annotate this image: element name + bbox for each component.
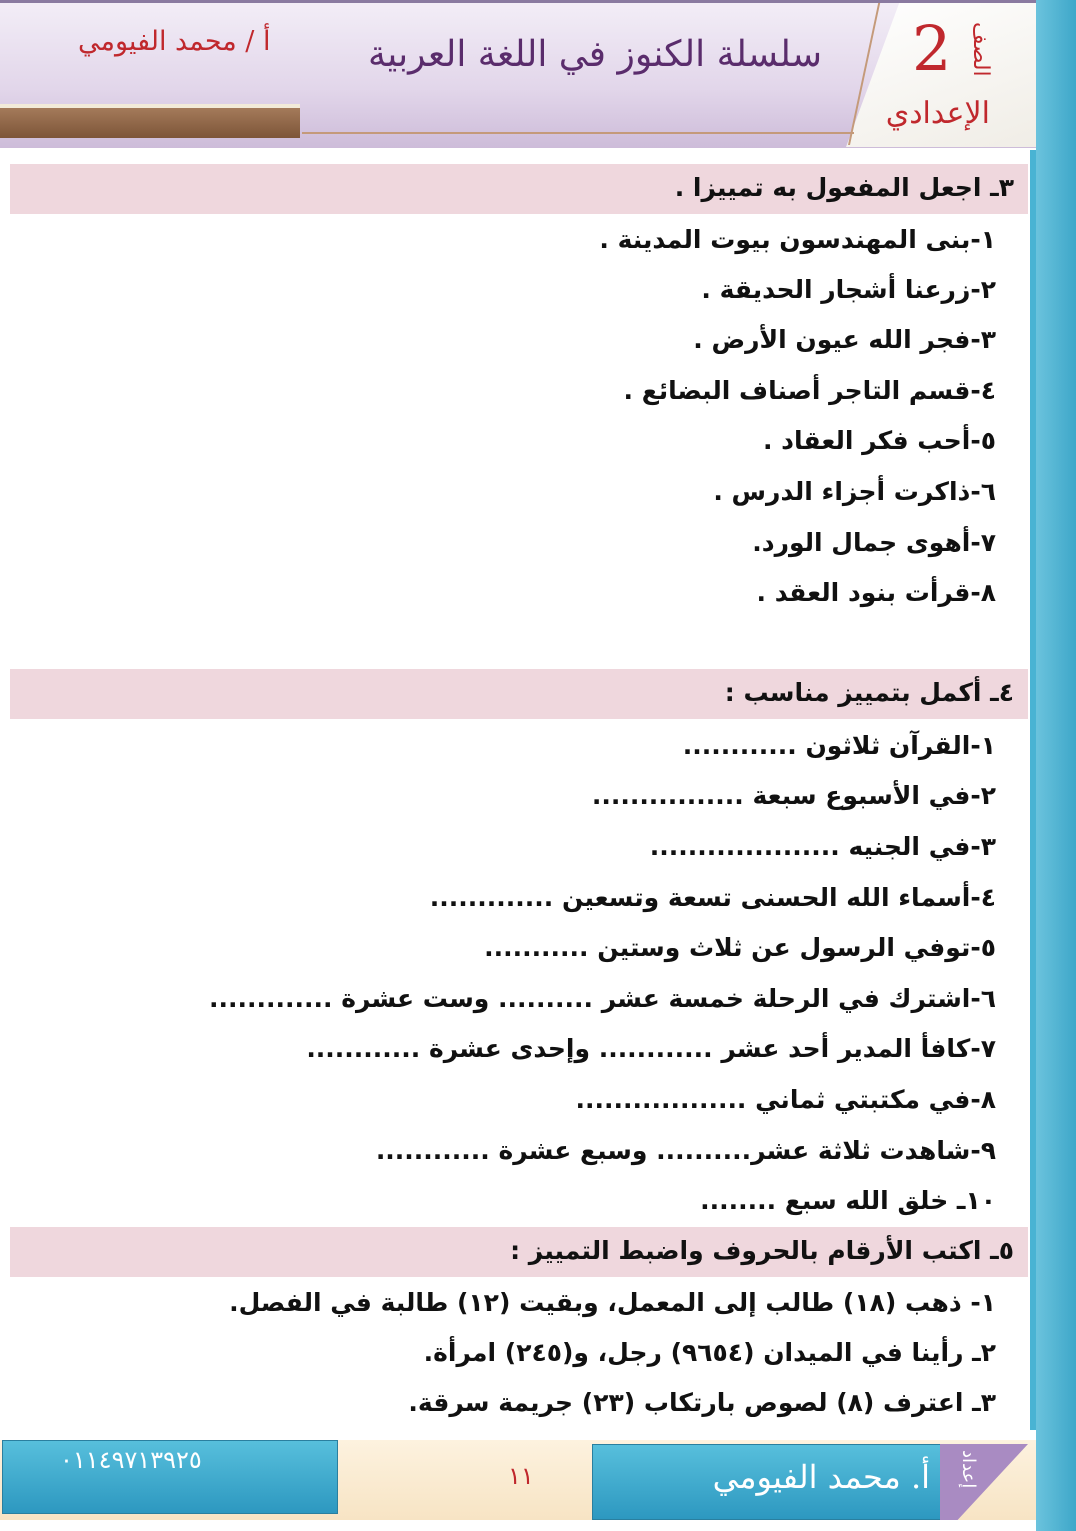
section-3-item: ٧-أهوى جمال الورد. (752, 528, 996, 557)
section-3-title: ٣ـ اجعل المفعول به تمييزا . (674, 173, 1014, 202)
section-4-item: ٧-كافأ المدير أحد عشر ............ وإحدى عشرة ............ (306, 1034, 996, 1063)
phone-number: ٠١١٤٩٧١٣٩٢٥ (60, 1446, 202, 1474)
right-side-strip-inner (1030, 150, 1036, 1430)
grade-word: الصف (968, 22, 993, 77)
series-title: سلسلة الكنوز في اللغة العربية (367, 34, 822, 75)
page-number: ١١ (508, 1462, 534, 1490)
section-3-item: ٣-فجر الله عيون الأرض . (693, 325, 996, 354)
decorative-bar (0, 104, 300, 138)
section-5-item: ٢ـ رأينا في الميدان (٩٦٥٤) رجل، و(٢٤٥) امرأة. (423, 1338, 996, 1367)
section-3-item: ١-بنى المهندسون بيوت المدينة . (599, 225, 996, 254)
section-4-item: ٩-شاهدت ثلاثة عشر.......... وسبع عشرة ............ (375, 1136, 996, 1165)
section-4-item: ٥-توفي الرسول عن ثلاث وستين ........... (484, 933, 996, 962)
grade-number: 2 (912, 12, 952, 85)
section-4-item: ٣-في الجنيه .................... (649, 832, 996, 861)
section-4-item: ٦-اشترك في الرحلة خمسة عشر .......... وست عشرة ............. (209, 984, 996, 1013)
right-side-strip (1036, 0, 1076, 1531)
section-4-item: ٨-في مكتبتي ثماني .................. (575, 1085, 996, 1114)
teacher-name: أ / محمد الفيومي (78, 26, 271, 57)
footer-teacher-name: أ. محمد الفيومي (712, 1458, 930, 1496)
section-4-item: ١-القرآن ثلاثون ............ (682, 731, 996, 760)
section-4-item: ١٠ـ خلق الله سبع ........ (700, 1186, 996, 1215)
section-3-item: ٥-أحب فكر العقاد . (762, 426, 996, 455)
section-5-item: ١- ذهب (١٨) طالب إلى المعمل، وبقيت (١٢) طالبة في الفصل. (229, 1288, 996, 1317)
section-4-item: ٢-في الأسبوع سبعة ................ (591, 781, 996, 810)
section-4-title: ٤ـ أكمل بتمييز مناسب : (724, 678, 1014, 707)
header-underline (302, 132, 854, 134)
section-3-item: ٤-قسم التاجر أصناف البضائع . (623, 376, 996, 405)
section-5-item: ٣ـ اعترف (٨) لصوص بارتكاب (٢٣) جريمة سرقة. (408, 1388, 996, 1417)
footer-vertical-label: إعداد (958, 1450, 979, 1489)
grade-label: الإعدادي (885, 96, 990, 131)
section-5-title: ٥ـ اكتب الأرقام بالحروف واضبط التمييز : (510, 1236, 1014, 1265)
section-3-item: ٨-قرأت بنود العقد . (756, 578, 996, 607)
section-4-item: ٤-أسماء الله الحسنى تسعة وتسعين ............. (429, 883, 996, 912)
section-3-item: ٢-زرعنا أشجار الحديقة . (701, 275, 996, 304)
section-3-item: ٦-ذاكرت أجزاء الدرس . (713, 477, 996, 506)
